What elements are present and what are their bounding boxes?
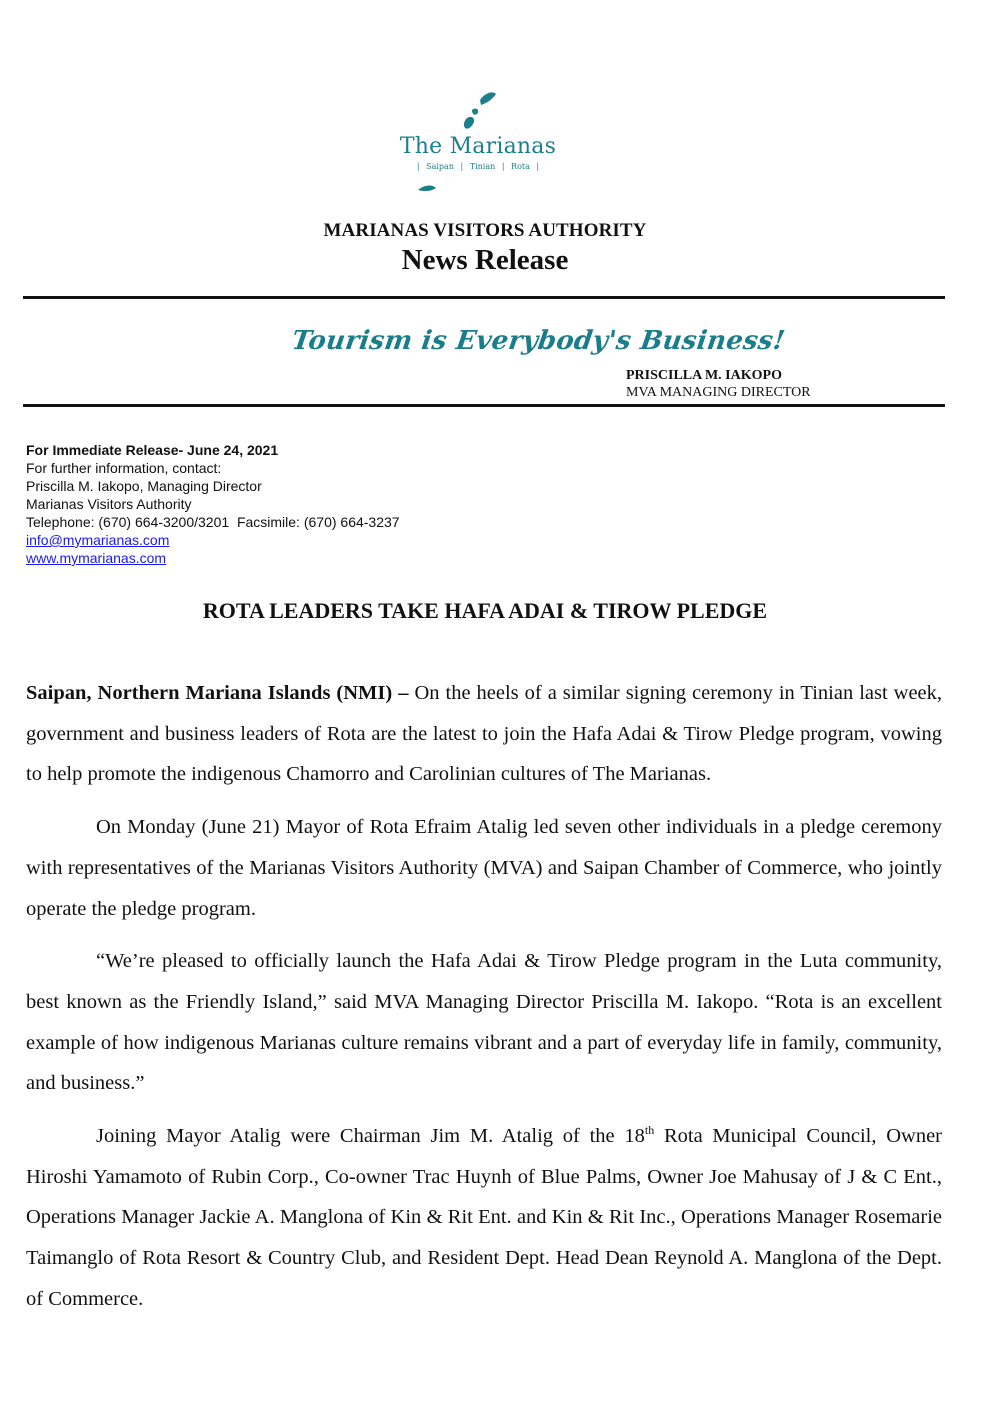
- contact-organization: Marianas Visitors Authority: [26, 496, 192, 512]
- release-line: For Immediate Release- June 24, 2021: [26, 442, 279, 458]
- contact-block: [26, 441, 400, 567]
- director-title: MVA MANAGING DIRECTOR: [626, 385, 811, 400]
- header-rule-bottom: [23, 404, 945, 407]
- paragraph-2: On Monday (June 21) Mayor of Rota Efraim Atalig led seven other individuals in a pledge ceremony with representatives of the Marianas Visitors Authority (MVA) and Saipan Chamber of Commerce, who jointly operate the pledge program.: [26, 816, 942, 920]
- paragraph-4: [26, 1116, 942, 1320]
- paragraph-1-text: On the heels of a similar signing ceremony in Tinian last week, government and business leaders of Rota are the latest to join the Hafa Adai & Tirow Pledge program, vowing to help promote the indigenous Chamorro and Carolinian cultures of The Marianas.: [26, 682, 943, 786]
- ordinal-suffix: th: [644, 1123, 655, 1138]
- paragraph-1: [26, 673, 942, 795]
- contact-person: Priscilla M. Iakopo, Managing Director: [26, 478, 262, 494]
- further-info: For further information, contact:: [26, 460, 222, 476]
- header-rule-top: [23, 296, 945, 299]
- paragraph-3: “We’re pleased to officially launch the Hafa Adai & Tirow Pledge program in the Luta community, best known as the Friendly Island,” said MVA Managing Director Priscilla M. Iakopo. “Rota is an excellent example of how indigenous Marianas culture remains vibrant and a part of everyday life in family, community, and business.”: [26, 950, 942, 1095]
- paragraph-4-start: Joining Mayor Atalig were Chairman Jim M. Atalig of the 18: [96, 1125, 645, 1148]
- paragraph-4-end: Rota Municipal Council, Owner Hiroshi Yamamoto of Rubin Corp., Co-owner Trac Huynh of Blue Palms, Owner Joe Mahusay of J & C Ent., Operations Manager Jackie A. Manglona of Kin & Rit Ent. and Kin & Rit Inc., Operations Manager Rosemarie Taimanglo of Rota Resort & Country Club, and Resident Dept. Head Dean Reynold A. Manglona of the Dept. of Commerce.: [26, 1125, 942, 1310]
- website-link[interactable]: www.mymarianas.com: [26, 550, 167, 566]
- dateline: Saipan, Northern Mariana Islands (NMI) –: [26, 682, 409, 704]
- marianas-logo: [388, 82, 568, 207]
- document-type: News Release: [401, 244, 569, 276]
- contact-phones: Telephone: (670) 664-3200/3201 Facsimile: (670) 664-3237: [26, 514, 400, 530]
- article-body: [26, 673, 942, 1332]
- email-link[interactable]: info@mymarianas.com: [26, 532, 170, 548]
- slogan: Tourism is Everybody's Business!: [289, 326, 787, 356]
- article-headline: ROTA LEADERS TAKE HAFA ADAI & TIROW PLEDGE: [202, 598, 768, 623]
- logo-islands: | Saipan | Tinian | Rota |: [416, 162, 540, 171]
- logo-name: The Marianas: [399, 134, 557, 159]
- director-name: PRISCILLA M. IAKOPO: [626, 368, 782, 383]
- organization-name: MARIANAS VISITORS AUTHORITY: [323, 220, 647, 241]
